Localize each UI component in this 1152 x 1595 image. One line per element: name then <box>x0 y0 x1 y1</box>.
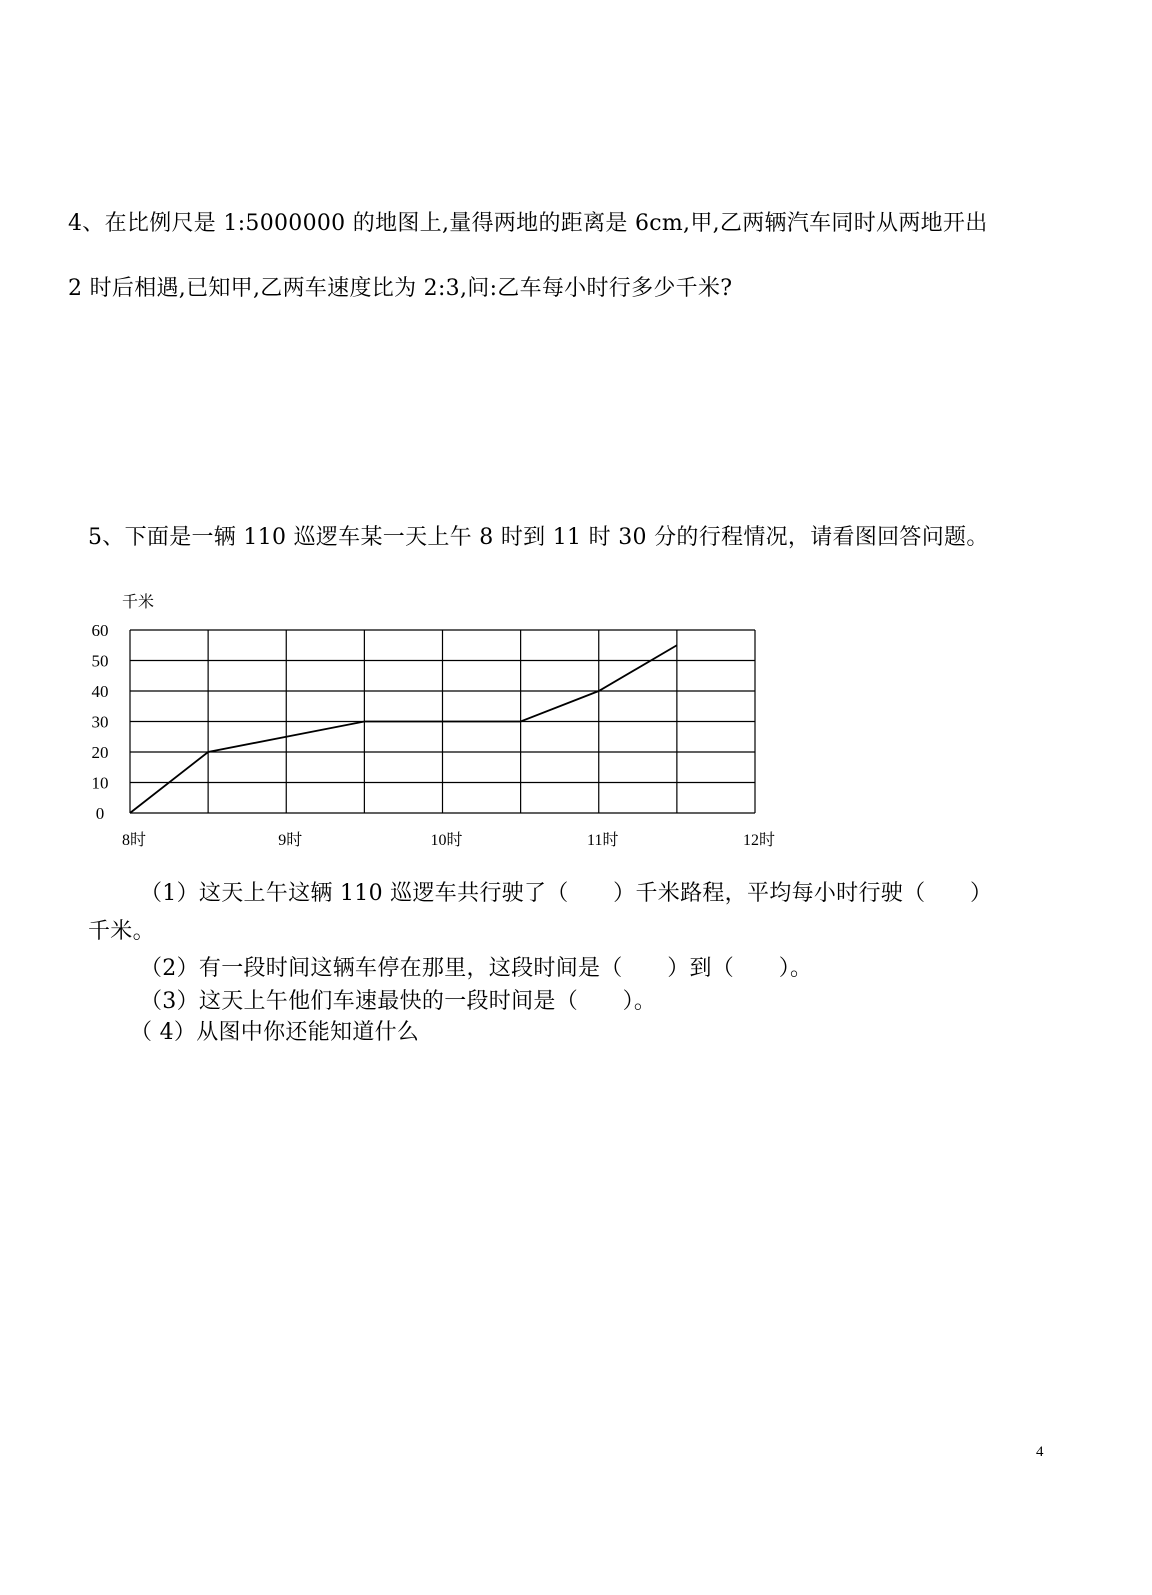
x-tick-label: 11时 <box>587 832 619 849</box>
y-tick-label: 20 <box>91 743 109 762</box>
chart-series <box>130 645 677 813</box>
x-tick-label: 10时 <box>430 832 463 849</box>
q4-line2: 2 时后相遇,已知甲,乙两车速度比为 2:3,问:乙车每小时行多少千米? <box>68 276 733 301</box>
q5-intro: 5、下面是一辆 110 巡逻车某一天上午 8 时到 11 时 30 分的行程情况，请看图回答问题。 <box>88 525 989 550</box>
q5-sub1-line1: （1）这天上午这辆 110 巡逻车共行驶了（ ）千米路程，平均每小时行驶（ ） <box>140 881 993 906</box>
y-tick-label: 10 <box>91 773 109 793</box>
x-tick-label: 12时 <box>742 832 776 849</box>
y-axis-title: 千米 <box>121 594 155 611</box>
page-number: 4 <box>1036 1444 1044 1460</box>
x-tick-label: 8时 <box>121 832 147 849</box>
q5-sub1-line2: 千米。 <box>88 919 155 944</box>
distance-time-chart <box>80 585 800 860</box>
q5-sub3: （3）这天上午他们车速最快的一段时间是（ ）。 <box>140 989 657 1014</box>
y-tick-label: 30 <box>91 712 109 732</box>
q5-sub2: （2）有一段时间这辆车停在那里，这段时间是（ ）到（ ）。 <box>140 956 813 981</box>
y-tick-label: 50 <box>91 651 109 671</box>
q5-sub4: （ 4）从图中你还能知道什么 <box>130 1020 420 1045</box>
x-tick-label: 9时 <box>278 832 303 849</box>
y-tick-label: 40 <box>91 682 109 701</box>
series-line <box>130 645 677 813</box>
y-tick-label: 0 <box>95 804 105 823</box>
y-tick-label: 60 <box>91 621 109 640</box>
q4-line1: 4、在比例尺是 1:5000000 的地图上,量得两地的距离是 6cm,甲,乙两辆汽车同时从两地开出 <box>68 211 988 236</box>
